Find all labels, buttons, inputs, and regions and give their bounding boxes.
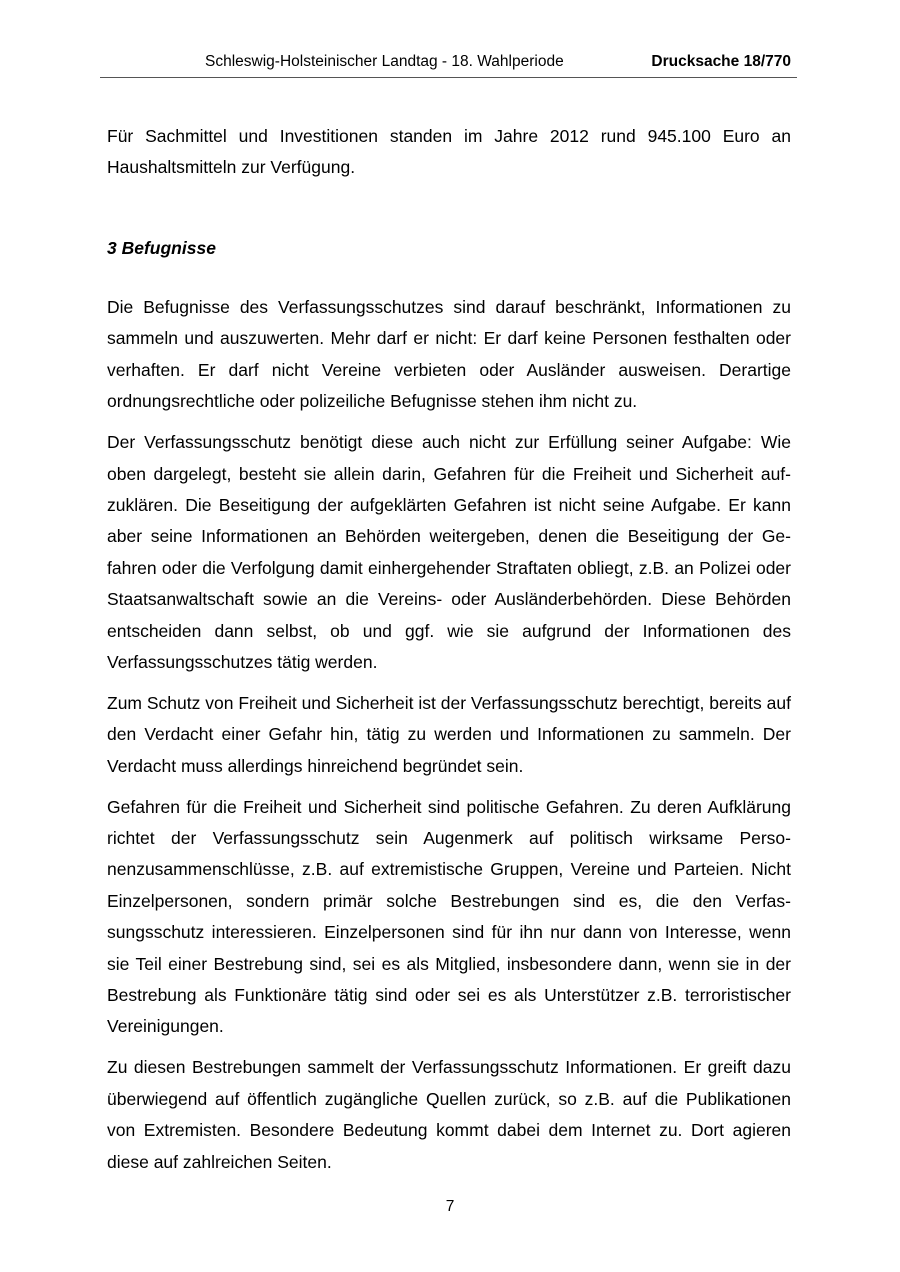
intro-text-block: [107, 121, 791, 193]
document-number: Drucksache 18/770: [651, 53, 791, 70]
page-header: [100, 52, 797, 78]
body-paragraph: Gefahren für die Freiheit und Sicherheit sind politische Gefahren. Zu deren Aufklärung richtet der Verfassungsschutz sein Augenmerk auf politisch wirksame Personenzusammenschlüsse, z.B. auf extremistische Gruppen, Vereine und Parteien. Nicht Einzelpersonen, sondern primär solche Bestrebungen sind es, die den Verfassungsschutz interessieren. Einzelpersonen sind für ihn nur dann von Interesse, wenn sie Teil einer Bestrebung sind, sei es als Mitglied, insbesondere dann, wenn sie in der Bestrebung als Funktionäre tätig sind oder sei es als Unterstützer z.B. terroristischer Vereinigungen.: [107, 796, 791, 1037]
body-paragraph: Der Verfassungsschutz benötigt diese auch nicht zur Erfüllung seiner Aufgabe: Wie oben dargelegt, besteht sie allein darin, Gefahren für die Freiheit und Sicherheit aufzuklären. Die Beseitigung der aufgeklärten Gefahren ist nicht seine Aufgabe. Er kann aber seine Informationen an Behörden weitergeben, denen die Beseitigung der Gefahren oder die Verfolgung damit einhergehender Straftaten obliegt, z.B. an Polizei oder Staatsanwaltschaft sowie an die Vereins- oder Ausländerbehörden. Diese Behörden entscheiden dann selbst, ob und ggf. wie sie aufgrund der Informationen des Verfassungsschutzes tätig werden.: [107, 432, 791, 672]
header-title: Schleswig-Holsteinischer Landtag - 18. Wahlperiode: [205, 53, 564, 70]
section-body: [107, 292, 791, 1187]
section-heading: 3 Befugnisse: [107, 238, 216, 258]
page-number: 7: [445, 1198, 455, 1215]
body-paragraph: Die Befugnisse des Verfassungsschutzes sind darauf beschränkt, Informationen zu sammeln und auszuwerten. Mehr darf er nicht: Er darf keine Personen festhalten oder verhaften. Er darf nicht Vereine verbieten oder Ausländer ausweisen. Derartige ordnungsrechtliche oder polizeiliche Befugnisse stehen ihm nicht zu.: [107, 297, 791, 412]
body-paragraph: Zu diesen Bestrebungen sammelt der Verfassungsschutz Informationen. Er greift dazu überwiegend auf öffentlich zugängliche Quellen zurück, so z.B. auf die Publikationen von Extremisten. Besondere Bedeutung kommt dabei dem Internet zu. Dort agieren diese auf zahlreichen Seiten.: [107, 1057, 791, 1172]
intro-paragraph: Für Sachmittel und Investitionen standen im Jahre 2012 rund 945.100 Euro an Haushaltsmitteln zur Verfügung.: [107, 126, 791, 178]
body-paragraph: Zum Schutz von Freiheit und Sicherheit ist der Verfassungsschutz berechtigt, bereits auf den Verdacht einer Gefahr hin, tätig zu werden und Informationen zu sammeln. Der Verdacht muss allerdings hinreichend begründet sein.: [107, 692, 791, 776]
